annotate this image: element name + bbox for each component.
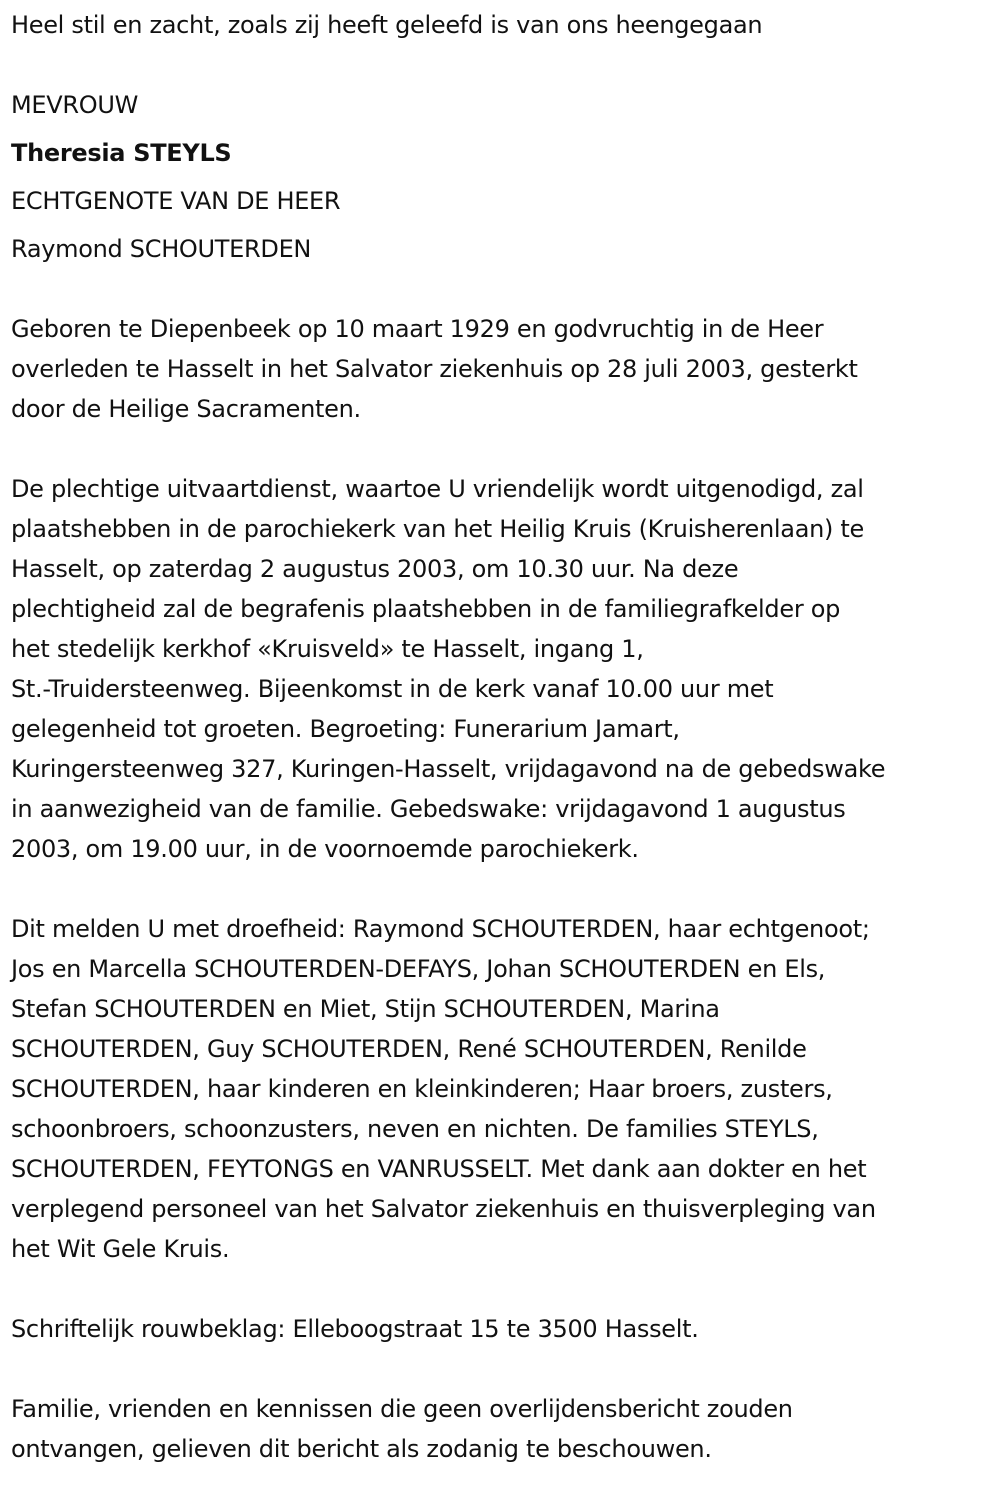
paragraph-line: SCHOUTERDEN, FEYTONGS en VANRUSSELT. Met dank aan dokter en het — [11, 1155, 867, 1183]
title-prefix: MEVROUW — [11, 91, 139, 119]
paragraph-line: SCHOUTERDEN, Guy SCHOUTERDEN, René SCHOUTERDEN, Renilde — [11, 1035, 807, 1063]
announcement-paragraph — [11, 909, 996, 1269]
paragraph-line: Jos en Marcella SCHOUTERDEN-DEFAYS, Johan SCHOUTERDEN en Els, — [11, 955, 826, 983]
spouse-name: Raymond SCHOUTERDEN — [11, 235, 312, 263]
paragraph-line: plechtigheid zal de begrafenis plaatshebben in de familiegrafkelder op — [11, 595, 841, 623]
paragraph-line: het stedelijk kerkhof «Kruisveld» te Hasselt, ingang 1, — [11, 635, 644, 663]
paragraph-line: gelegenheid tot groeten. Begroeting: Funerarium Jamart, — [11, 715, 680, 743]
birth-death-paragraph — [11, 309, 996, 429]
paragraph-line: ontvangen, gelieven dit bericht als zodanig te beschouwen. — [11, 1435, 712, 1463]
paragraph-line: St.-Truidersteenweg. Bijeenkomst in de kerk vanaf 10.00 uur met — [11, 675, 774, 703]
condolences-address: Schriftelijk rouwbeklag: Elleboogstraat 15 te 3500 Hasselt. — [11, 1315, 699, 1343]
funeral-paragraph — [11, 469, 996, 869]
paragraph-line: Dit melden U met droefheid: Raymond SCHOUTERDEN, haar echtgenoot; — [11, 915, 870, 943]
paragraph-line: Stefan SCHOUTERDEN en Miet, Stijn SCHOUTERDEN, Marina — [11, 995, 720, 1023]
paragraph-line: overleden te Hasselt in het Salvator ziekenhuis op 28 juli 2003, gesterkt — [11, 355, 858, 383]
paragraph-line: schoonbroers, schoonzusters, neven en nichten. De families STEYLS, — [11, 1115, 819, 1143]
paragraph-line: Kuringersteenweg 327, Kuringen-Hasselt, vrijdagavond na de gebedswake — [11, 755, 886, 783]
paragraph-line: 2003, om 19.00 uur, in de voornoemde parochiekerk. — [11, 835, 639, 863]
paragraph-line: verplegend personeel van het Salvator ziekenhuis en thuisverpleging van — [11, 1195, 876, 1223]
spouse-label: ECHTGENOTE VAN DE HEER — [11, 187, 341, 215]
paragraph-line: plaatshebben in de parochiekerk van het Heilig Kruis (Kruisherenlaan) te — [11, 515, 864, 543]
intro-line: Heel stil en zacht, zoals zij heeft geleefd is van ons heengegaan — [11, 11, 763, 39]
paragraph-line: door de Heilige Sacramenten. — [11, 395, 361, 423]
deceased-name: Theresia STEYLS — [11, 139, 232, 167]
paragraph-line: Familie, vrienden en kennissen die geen overlijdensbericht zouden — [11, 1395, 793, 1423]
paragraph-line: het Wit Gele Kruis. — [11, 1235, 230, 1263]
paragraph-line: Geboren te Diepenbeek op 10 maart 1929 en godvruchtig in de Heer — [11, 315, 824, 343]
closing-paragraph — [11, 1389, 996, 1469]
paragraph-line: in aanwezigheid van de familie. Gebedswake: vrijdagavond 1 augustus — [11, 795, 846, 823]
paragraph-line: De plechtige uitvaartdienst, waartoe U vriendelijk wordt uitgenodigd, zal — [11, 475, 864, 503]
paragraph-line: Hasselt, op zaterdag 2 augustus 2003, om 10.30 uur. Na deze — [11, 555, 739, 583]
paragraph-line: SCHOUTERDEN, haar kinderen en kleinkinderen; Haar broers, zusters, — [11, 1075, 833, 1103]
